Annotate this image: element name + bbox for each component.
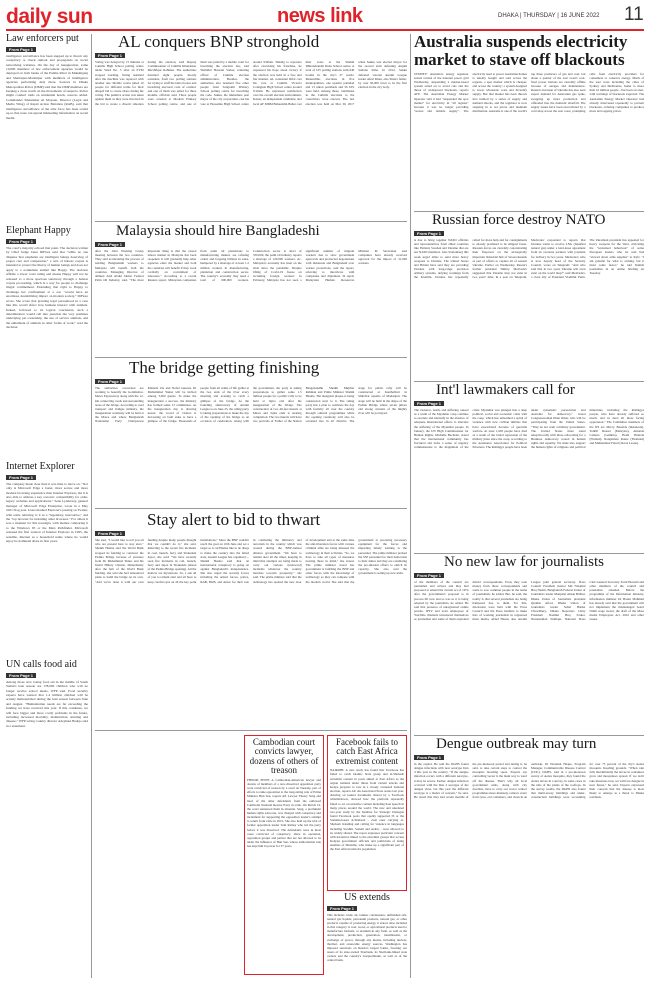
article-body: The authorities concerned are working to beautify the Goldmohor-Mawa Expressway along with the 12-km connecting roads and surrounding areas of the bridge. According to road transport and bridges ministry, the inauguration ceremony will be held at the Mawa end where Bangladesh Nationalist Party Chairperson Khaleda Zia and Nobel laureate Dr Muhammad Yunus will be invited among 3,000 guests. To make the inauguration a success, the ministry has formed some 13 committees. As the inauguration day is drawing nearer, the crowd of visitors is increasing on both sides to have a glimpse of the bridge. Thousands of people from all walks of life gather at the two ends of the river every morning and evening to catch a glimpse of the bridge. As the founding anniversary of Awami League is on June 23, the ruling party is taking preparations to make the day of the opening of the bridge as an occasion of celebration. Along with the government, the party is taking preparations to gather some 1.5 million people for a public rally to be held at Jajira end after the inauguration of the bridge. The construction of two 49-feet murals at Mawa and Jajira ends is nearing completion. The two murals will have two portraits of Father of the Nation Bangabandhu Sheikh Mujibur Rahman and Prime Minister Sheikh Hasina. The inaugural plaque is being constructed next to it. The ruling party has a plan to celebrate the day with festivity all over the country through cultural programmes while the opening ceremony will also be screened live in all districts. The stage for public rally will be constructed at Kanthalbari in Shibchar upazila of Madaripur. The stage will be built in the shape of the Padma Bridge where seven pillars and strong currents of the mighty river will be portrayed. xyxy=(95,386,407,424)
from-page-tag: From Page 1 xyxy=(6,239,36,244)
from-page-tag: From Page 1 xyxy=(414,401,444,406)
from-page-tag: From Page 1 xyxy=(6,673,36,678)
divider xyxy=(414,211,644,212)
article-body: She said, "I would like to tell you all who are present here to stay alert." Sheikh Hasina said the World Bank stopped its funding to construct the Padma Bridge because of pressure from Dr Muhammad Yunus and his friend Hillary Clinton. Immediately after the halt of the World Bank funding, she said she had announced plans to build the bridge on its own. "And we've done it with our own funding despite many people thought that we couldn't do it," she said. Referring to the recent fire incidents in coal, launch, ferry and Sitakunda depot, she said: "We have recently seen fire incidents in coil, launch, ferry and depot in Sitakunda (ahead of the Padma Bridge opening). All the matters are mysterious. So, I ask all of you to remain alert and all have to keep careful eyes on all the key point installations." Since the BNP couldn't reach the goal on 10th June and set a target so it cut Hasina like to do drugs to make the country into the failed state, Awami League has organized ... Sheikh Hasina said that an international conspiracy is going on against Bangladesh's independence. She also urged the security forces including the armed forces, police, RAB, BGB, and Ansar for their role in combating the militancy and terrorism in the country which was created during the BNP-Jamaat alliance government. "We have to remain alert all the times, keeping in mind that attempts are being made to carry out various (untoward) incidents whenever the country marches towards prosperity," she said. The prime minister said that the technology has opened the new door of development and at the same time the anti-liberation forces with various criminal aims are being misused the technology in their activities. "So, we have to take all types of measures bearing those in mind," she stated. The prime minister noted her government is building the BNP and other forces with the knowledge of technology so they can compete with the modern world. She said that the government is procuring necessary equipment for the forces and imparting timely training to the personnel. The prime minister praised the SSF personnel for their dedication to their duties and they are continuing the pre-mission efforts to enrich its capacity. She also said the government is setting up new units. xyxy=(95,538,407,584)
from-page-tag: From Page 1 xyxy=(414,755,444,760)
divider xyxy=(414,735,644,736)
article-intl-lawmakers xyxy=(414,383,644,551)
article-us-extends xyxy=(327,893,407,978)
from-page-tag: From Page 1 xyxy=(414,573,444,578)
article-body: The court's majority echoed that point. The decision written by Chief Judge Janet DiFiore said that "while no one disputes that elephants are intelligent beings deserving of proper care and compassion," a writ of habeas corpus is intended to protect the liberty of human beings and does not apply to a nonhuman animal like Happy. The decision affirms a lower court ruling and means Happy will not be released to a more spacious sanctuary through a habeas corpus proceeding, which is a way for people to challenge illegal confinement. Extending that right to Happy to challenge her confinement at a zoo "would have an enormous destabilizing impact on modern society," DiFiore wrote. She wrote that granting legal personhood in a case like this would affect how humans interact with animals. Indeed, followed to its logical conclusion, such a determination would call into question the very premises underlying pet ownership, the use of service animals, and the enlistment of animals in other forms of work," read the decision. xyxy=(6,245,88,330)
article-body: Among those now losing food aid in the middle of South Sudan's lean season are 178,000 children who will no longer receive school meals, WFP said. Food security experts have warned that 1.4 million children will be acutely malnourished during the lean season between June and August. "Humanitarian needs are far exceeding the funding we have received this year. If this continues, we will face bigger and more costly problems in the future, including increased mortality, malnutrition, stunting and disease," WFP acting country director Adeyinka Badejo said in a statement. xyxy=(6,679,88,728)
divider xyxy=(95,730,407,731)
from-page-tag: From Page 1 xyxy=(95,531,125,536)
headline: UN calls food aid xyxy=(6,660,77,670)
headline: US extends xyxy=(344,893,390,903)
headline: Elephant Happy xyxy=(6,226,71,236)
headline: AL conquers BNP stronghold xyxy=(118,33,320,51)
masthead xyxy=(0,0,650,30)
column-divider xyxy=(91,34,92,978)
headline: Stay alert to bid to thwart xyxy=(147,511,321,529)
headline: Australia suspends electricity market to stave off blackouts xyxy=(414,33,628,69)
headline: Malaysia should hire Bangladeshi xyxy=(116,224,320,239)
article-body: of the members of the council are journalists and writers and they had proposed to amend the current act of 1974 after the government's proposal is in process till now and so was so it is being adopted by the journalists, he added. He said that presence of unregistered online portals, IPTV and even employees of YouTube channels introduced themselves as journalists and some of them exploited district correspondents. Even, they took money from those correspondents and some to sow common people in the name of journalism, he added. But, he said, the reality is that several journalists are being hampered due to them. For this, discussion were held with the Press Council and the Press institute to make lists of working journalists in registered mass media, added Hasan, also Awami League joint general secretary. Press Council President Justice Md Nizamul Huq Nasim, Bangladesh Federal Union of Journalists leader Manjurul Ahsan Bulbul, Dhaka Union of Journalists president Quddus Afrad, Dhaka Union of Journalists leader Sohel Haider Chowdhury, Dhaka Reporters Unity President Nazmul Huq Sarker, Nuruzzaman Siddiqui, National Press Club General Secretary Farid Hossain and other members of the council and journalists attended. Before the programme of the Information ministry, information minister Dr Hasan Mahmud has already said that the government will not implement the mismanaged board Ninth wage award, the draft of the Mass media Employees Act, 2022 and other issues. xyxy=(414,579,644,622)
from-page-tag: From Page 1 xyxy=(95,53,125,58)
divider xyxy=(414,553,644,554)
article-russian-force xyxy=(414,213,644,379)
article-bridge-finishing xyxy=(95,359,407,507)
article-body: NAIROBI: A new study has found that Facebook has failed to catch Islamic State group and al-Shabaab extremist content in posts aimed at East Africa as the region remains under threat from violent attacks and Kenya prepares to vote in a closely contested national election, reports AP. An Associated Press series last year, drawing on leaked documents shared by a Facebook whistleblower, showed how the platform repeatedly failed to act on sensitive content including hate speech in many places around the world. The new and unrelated two-year study by the Institute for Strategic Dialogue found Facebook posts that openly supported IS or the Somalia-based al-Shabaab - even ones carrying al-Shabaab branding and calling for violence in languages including Swahili, Somali and Arabic - were allowed to be widely shared. The report expresses particular concern with narratives linked to the extremist groups that accuse Kenyan government officials and politicians of being enemies of Muslims, who make up a significant part of the East African nation's population. xyxy=(330,768,404,852)
from-page-tag: From Page 1 xyxy=(414,231,444,236)
article-body: is due to bring together NATO officials and representatives from allied countries like Finland, Sweden and Ukraine that are not NATO members. Jens Stoltenberg this week urged allies to send more heavy weapons to Ukraine. The United States and Britain have said they are providing Ukraine with long-range precision artillery systems, defying warnings from the Kremlin. Ukraine has repeatedly called for more help and for consignments to already promised to be shipped faster. Russian forces are currently concentrating their firepower on the strategically important industrial hub of Severodonetsk as part of efforts to capture all of eastern Ukraine. Earlier on Wednesday, Russia's former president Dmitry Medvedev suggested that Ukraine may not exist in two years' time. In a post on Telegram, Medvedev responded to reports that Ukraine wants to receive LNG (liquified natural gas) under a lend-lease agreement from its overseas partners with payment for delivery in two years. Medvedev, who is now deputy head of the Security Council, wrote on Telegram: "And who said that in two years Ukraine will even exist on the world map?" said Medvedev, a close ally of President Vladimir Putin. The Ukrainian president has appealed for heavy weapons for the West, criticizing the "restrained behaviour" of some European leaders who he said had "slowed down arms supplies" to Kyiv. "I am grateful for what is coming, but it must come faster," he told Danish journalists in an online briefing on Tuesday. xyxy=(414,237,644,280)
article-internet-explorer xyxy=(6,462,88,658)
article-body: in the capital. He said the DGHS found dengue infections with new serotype Den 4 this year in the country. "If the dengue infection occurs with a different serotype, it may be severe. Earlier, dengue infection occurred with the Den 2 serotype of the dengue virus, but this year the different serotype is a matter of concern," he said. He noted that they had recent months of the pre-monsoon period and during it, he said, to take certain steps to control the mosquito breeding spots. Experts say controlling vector is the main way to ward off the disease. That's why all local government units, along with city dwellers, have to carry out vector control programmes more intensely, remove water from tyres, old containers, and clean in an outbreak. Dr Ekramul Haque, Program Manager, Communicable Disease Control (CDC), DGHS, said in a pre-monsoon survey of Aedes mosquito, they found the Aedes larvae in a survey, in some cases in the tubs of the plants of the rooftops. In the survey results, the DGHS also found that multi-storey buildings and under-construction buildings were accounting for over 75 percent of the city's Aedes mosquito breeding grounds. "When rain falls intermittently the larvae in containers grow and mosquitoes spread. If we don't take measures now, we will face dengue in near future," he said. Experts expressed their concern that the disease is most likely to emerge as a threat to Dhaka residents. xyxy=(414,761,644,800)
newspaper-logo: daily sun xyxy=(6,5,93,28)
article-un-calls-food-aid xyxy=(6,660,88,978)
headline: Cambodian court convicts lawyer, dozens of others of treason xyxy=(249,737,319,776)
headline: No new law for journalists xyxy=(444,555,604,570)
article-australia-suspends xyxy=(414,33,644,209)
divider xyxy=(95,508,407,509)
article-body: intelligence surveillance has been stepped up to thwart any conspiracy or check rumour and propaganda on social networking websites. On the day of inauguration, some 10,000 members of law enforcement agencies would be deployed on both banks of the Padma River in Munshiganj and Shariatpur-Madaripur with members of intelligence agencies performing duty there. Sources in Dhaka Metropolitan Police (DMP) said that the DMP members are keeping a close watch on the movements of suspects. Police might conduct raids on residential hotels, sources added. Commander Khandaker Al Moyeen, Director (Legal and Media Wing) of Rapid Action Battalion (RAB), said that intelligence surveillance of the elite force has been scaled up so that none can spread misleading information on social media. xyxy=(6,53,88,120)
dateline: DHAKA | THURSDAY | 16 JUNE 2022 xyxy=(498,13,600,19)
from-page-tag: From Page 1 xyxy=(6,47,36,52)
article-al-conquers xyxy=(95,33,407,219)
page-number: 11 xyxy=(624,4,644,25)
from-page-tag: From Page 1 xyxy=(95,379,125,384)
headline: Internet Explorer xyxy=(6,462,75,472)
headline: Law enforcers put xyxy=(6,34,79,44)
divider xyxy=(95,221,407,222)
article-body: SYDNEY: Australia's energy regulator seized control of the national power grid Wednesday, suspending a market-based system relied on to avoid cuts and the threat of widespread blackouts, reports AFP. The Australian Energy Market Operator said it had "suspended the spot market" for electricity in "all regions" because it was no longer providing "secure and reliable supply". The electricity used to power Australian homes is usually bought and sold across the regions, a spot market which is cheaper, and across the country; a system designed to lower wholesale costs and diversify supply. But that market has been thrown into turmoil by a series of supply and demand shocks, and the regulator is now stepping in to set prices and maintain distribution. Australia is one of the world's top three producers of gas and coal, but about a quarter of the east coast's coal-fired power stations are currently offline because of outages and maintenance. Russia's invasion of Ukraine has also seen export demand for Australian gas spike, swapping up more production and offloaded into the domestic shortfall. The supply issues have been exacerbated by a cold snap across the east coast, prompting calls from electricity providers for consumers to conserve energy. Much of the east coast including the cities of Sydney and Melbourne, home to more than 10 million people - has been on alert, with warnings of blackouts expected. The Australian Energy Market Operator had already intervened repeatedly to prevent blackouts, ordering companies to produce more and capping prices. xyxy=(414,71,644,114)
article-facebook-fails xyxy=(327,735,407,891)
column-divider xyxy=(410,34,411,978)
from-page-tag: From Page 1 xyxy=(95,242,125,247)
headline: Facebook fails to catch East Africa extremist content xyxy=(335,737,399,766)
section-title: news link xyxy=(277,5,363,27)
divider xyxy=(414,381,644,382)
headline: The bridge getting finishing xyxy=(129,359,320,377)
article-body: This includes crude oil, bunker condensates, unfinished oils, natural gas liquids, petroleum products, natural gas, or other products capable of producing energy, it stated. Also included in this category is coal, wood, or agricultural products used to manufacture biofuels, or uranium in any form, as well as the development, production, generation, transmission, or exchange of power, through any means, including nuclear, thermal, and renewable energy sources. Washington has imposed sanctions on Russia's largest banks, freezing our assets of its state-owned Sberbank, its Sberbank-linked state owners and the country's Gazprombank, as well as of the central bank. xyxy=(327,912,407,963)
article-no-new-law xyxy=(414,555,644,733)
article-body: PHNOM PENH: A Cambodian-American lawyer and dozens of members of a now-dissolved opposition party were convicted of treason by a court on Tuesday, part of efforts to tame opposition to the long-ruling rule of Prime Minister Hun Sen, reports AP. Lawyer Theary Seng and most of the other defendants from the outlawed Cambodia National Rescue Party in exile. On March 10, the court sentenced them in absentia. Seng, a prominent human rights advocate, was charged with conspiracy and incitement for supporting the opposition leader's attempt to return from exile in 2019. She also held up the trial of former opposition leader Sam Rainsy who led the party before it was dissolved. The defendants were in most cases convicted of conspiracy. Once in operation, opposition groups and parties that are not allowed to be under the influence of Hun Sen, whose authoritarian rule has kept him in power for 37 years. xyxy=(247,777,321,849)
article-body: Voting was delayed by 15 minutes at Camilla High School polling centre under Ward No. 5 after an EVM stopped working. Voting resumed after the machine was replaced with another one. Mobile courts jailed 10 people for different terms for their alleged bid to create chaos during the voting. The punitive action was taken against them as they were involved in the bid to create a chaotic situation during the election, said Deputy Commissioner of Cumilla Khandoker Mu'shfiqur Rahman. The authorities detained eight people, mostly outsiders, from two polling stations for trying to stuff the ballot boxes and breaching electoral code of conduct and one of them was jailed for three months, officials said. Three people were arrested at Modern Primary School polling centre, and one of them was jailed by a mobile court for breaching the election law, said Shahidul Hossain Sarker, returning officer of Cumilla election administration. Besides, the authorities also detained five other people from Sangrathi Primary School polling centre for breaching the code. Sakku, the immediate past mayor of the city corporation, cast his vote at Hossainia High School centre around 9:00am. Talking to reporters after exercising his franchise, he expressed his hope about victory if the election was held in a free and fair manner. AL contestant Rifat cast his vote at Cumilla Victoria Collegiate High School centre around 9:10am. He expressed satisfaction over the overall election environment. Kaiser, an independent candidate, and local AF MDM Bahauddin Bahar cast their votes at the Shahid Dhirendranath Datta School centre. A total of 105 polling stations with 640 booths in the city's 27 wards. Meanwhile, elections in five municipalities, one upazila parishad and 13 union parishads and 56 UPs were held. Among these, candidates in the Cumilla elections to the councillors were elected. The last election was held on Mar 30, 2017 when Sakku was elected mayor for the second term defeating Anjum Sultana Sima. In 2012, Sakku defeated veteran Awami League leader Afzal Khan, also Sima's father, by over 30,000 votes to be the first election in the city body. xyxy=(95,60,407,106)
article-body: The company made clear then it was time to move on. "Not only is Microsoft Edge a faster, more secure and more modern browsing experience than Internet Explorer, but it is also able to address a key concern: compatibility for older, legacy websites and applications," Sean Lyndersay, general manager of Microsoft Edge Enterprise, wrote in a May 2021 blog post. Users marked Explorer's passing on Twitter, with some referring to it as a "legendary, innovative," and the "top browser for installing other browsers." For others it was a moment for 90s nostalgia, with memes comparing it to the Windows 95 or the Mars Pathfinder. Microsoft released the first version of Internet Explorer in 1995, the sensible, Internet as a household name where he would enjoy its dominant share in first years. xyxy=(6,481,88,544)
from-page-tag: From Page 1 xyxy=(6,475,36,480)
masthead-rule xyxy=(6,29,644,31)
divider xyxy=(95,357,407,358)
article-cambodian-court xyxy=(244,735,324,975)
article-body: The violence, death, and suffering caused as a result of the Myanmar coup continue to escalate and intensify in the absence of adequate international efforts to alleviate the suffering of the Myanmar people. In January, the UN High Commissioner for Human Rights, Michelle Bachelet, stated that the international community has fractured and lacks a sense of urgency commensurate to the magnitude of the crisis. Myanmar was plunged into a deep political, social and economic crisis with the coup, which has unleashed a spiral of violence with new civilian militias that have exacerbated decades of guerrilla warfare. At least 1,903 people have died as a result of the brutal repression of the military junta since the coup, according to the Assistance Association for Political Prisoners. The Rohingya people have been under systematic persecution and Australia for democracy," stated Congresswoman Ilhan Omar, who will be participating from the United States. "They do not want a military government. The United States must stand unequivocally with those advocating for a Burmese democracy rooted in human rights and equality. We must also support the human rights of religious and political minorities, including the Rohingya people, who have already suffered so much, and in deed all those facing oppression." The Committee members of the IPI are Mercy Barends (Indonesia), Tonfill Russel (Malaysia), Amanda Camara (Gambia), Heidi Hautala (Finland), Rangsiman Rome (Thailand) and Muhammad Faisal (Sierra Leone). xyxy=(414,407,644,450)
article-stay-alert xyxy=(95,511,407,727)
article-body: after the Joint Working Group meeting between the two countries. They said accelerating the process of sending Bangladeshi workers to Malaysia will benefit both the countries. Managing Director of Ahmed Zaid Abdul Jabbar Federal Palm Oil Industry, said, "The most important thing is that the closed labour market in Malaysia has been reopened. It will gradually help other agencies enter the market and both the countries will benefit if they work cordially on recruitment of labourers." According to a recent Reuters report, Malaysian companies from palm oil plantations to manufacturing makers are refusing orders and forgoing billions in sales, hampered by a shortage of at least 1.2 million workers in manufacturing, plantation and construction sector. The country's economy may need a total of 600,000 workers. Construction sector is short of 550,000, the palm oil industry reports a shortage of 120,000 workers, etc. Malaysia's economy has been on the slide since the pandemic. Despite lifting of Covid-19 freeze on recruiting foreign workers in February, Malaysia has not seen a significant number of migrant workers due to slow government approvals and protracted negotiations with Indonesia and Bangladesh over worker protections, said the report, referring to interviews with companies and diplomats. In April, Malaysian Human Resources Minister M Saravanan said companies have already received approval for the import of 31,000 workers. xyxy=(95,248,407,283)
article-malaysia-hire xyxy=(95,224,407,356)
article-dengue-outbreak xyxy=(414,737,644,978)
headline: Russian force destroy NATO xyxy=(432,213,606,228)
headline: Int'l lawmakers call for xyxy=(436,383,575,398)
headline: Dengue outbreak may turn xyxy=(436,737,597,752)
article-law-enforcers xyxy=(6,34,88,224)
from-page-tag: From Page 1 xyxy=(327,906,357,911)
article-elephant-happy xyxy=(6,226,88,460)
